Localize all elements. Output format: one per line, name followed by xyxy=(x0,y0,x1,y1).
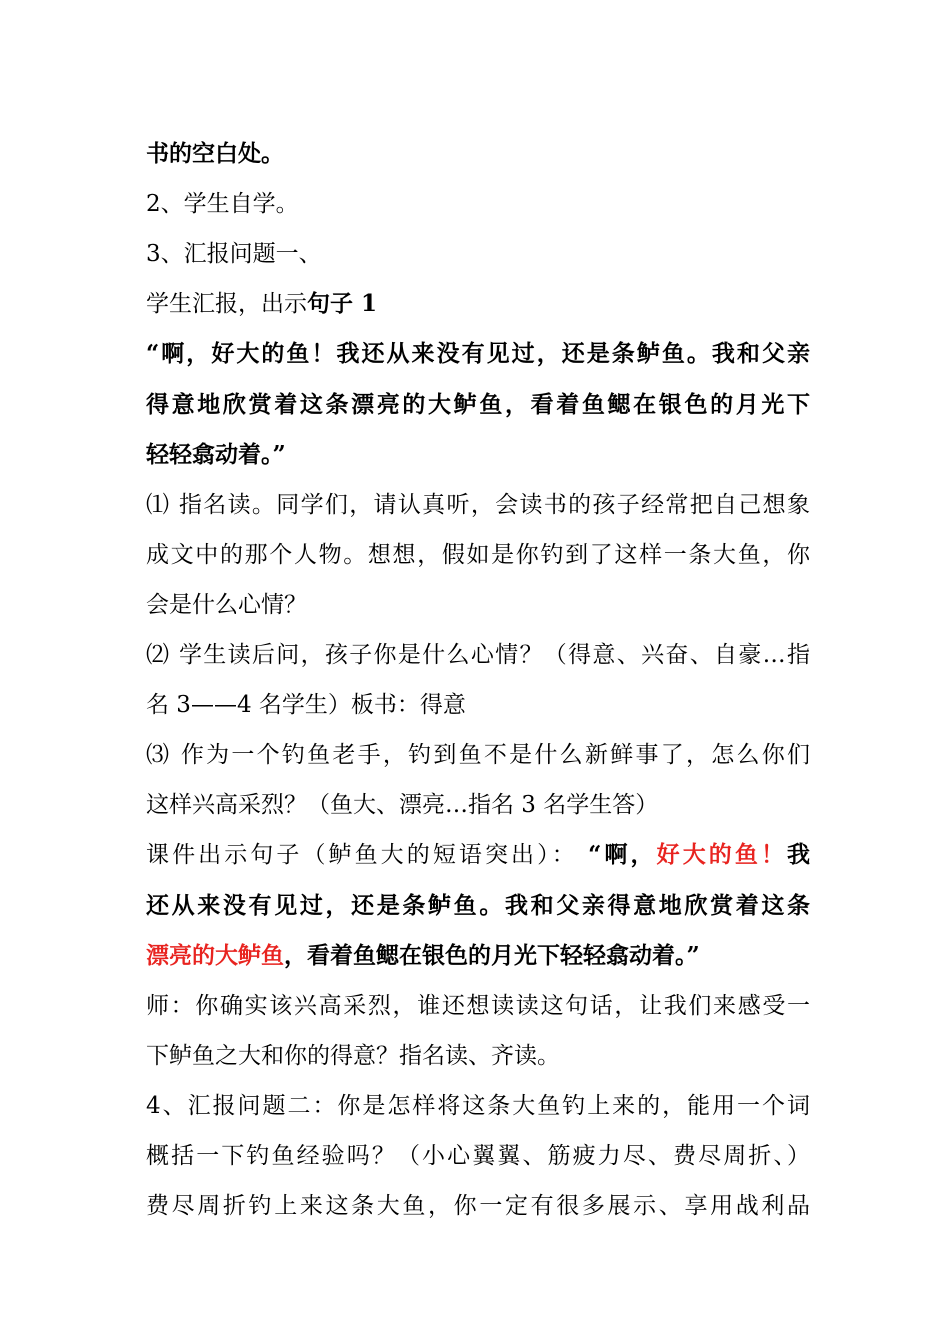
text-line xyxy=(146,790,810,820)
text-segment: ⑵ 学生读后问，孩子你是什么心情？（得意、兴奋、自豪…指 xyxy=(146,642,810,668)
text-segment: 成文中的那个人物。想想，假如是你钓到了这样一条大鱼，你 xyxy=(146,542,810,568)
text-segment: 2、学生自学。 xyxy=(146,191,299,217)
text-segment: “啊， xyxy=(588,841,657,868)
text-line xyxy=(146,1041,810,1071)
text-line xyxy=(146,289,810,319)
text-line xyxy=(146,440,810,470)
text-line xyxy=(146,740,810,770)
text-line xyxy=(146,1091,810,1121)
text-segment: ，看着鱼鳃在银色的月光下轻轻翕动着。” xyxy=(284,942,700,969)
text-line xyxy=(146,941,810,971)
text-line xyxy=(146,339,810,369)
text-line xyxy=(146,189,810,219)
text-segment: 名 3——4 名学生）板书：得意 xyxy=(146,692,466,718)
text-line xyxy=(146,1141,810,1171)
text-line xyxy=(146,991,810,1021)
text-segment: 我 xyxy=(787,841,810,868)
text-segment: 4、汇报问题二：你是怎样将这条大鱼钓上来的，能用一个词 xyxy=(146,1093,810,1119)
text-line xyxy=(146,490,810,520)
text-line xyxy=(146,840,810,870)
text-line xyxy=(146,540,810,570)
text-segment: 下鲈鱼之大和你的得意？指名读、齐读。 xyxy=(146,1043,560,1069)
text-line xyxy=(146,590,810,620)
text-segment: ⑴ 指名读。同学们，请认真听，会读书的孩子经常把自己想象 xyxy=(146,492,810,518)
text-segment: “啊，好大的鱼！我还从来没有见过，还是条鲈鱼。我和父亲 xyxy=(146,340,810,367)
text-segment: 句子 1 xyxy=(307,290,378,317)
text-line xyxy=(146,640,810,670)
text-segment: 3、汇报问题一、 xyxy=(146,241,322,267)
text-segment: ⑶ 作为一个钓鱼老手，钓到鱼不是什么新鲜事了，怎么你们 xyxy=(146,742,810,768)
text-segment: 书的空白处。 xyxy=(146,140,284,167)
text-segment: 概括一下钓鱼经验吗？（小心翼翼、筋疲力尽、费尽周折、） xyxy=(146,1143,810,1169)
highlighted-phrase: 漂亮的大鲈鱼 xyxy=(146,942,284,969)
text-segment: 师：你确实该兴高采烈，谁还想读读这句话，让我们来感受一 xyxy=(146,993,810,1019)
text-segment: 这样兴高采烈？（鱼大、漂亮…指名 3 名学生答） xyxy=(146,792,659,818)
text-segment: 还从来没有见过，还是条鲈鱼。我和父亲得意地欣赏着这条 xyxy=(146,892,810,919)
highlighted-phrase: 好大的鱼！ xyxy=(656,841,788,868)
text-line xyxy=(146,690,810,720)
text-segment: 费尽周折钓上来这条大鱼，你一定有很多展示、享用战利品 xyxy=(146,1193,810,1219)
text-segment: 课件出示句子（鲈鱼大的短语突出）： xyxy=(146,842,589,868)
text-segment: 轻轻翕动着。” xyxy=(146,441,286,468)
text-line xyxy=(146,139,810,169)
text-line xyxy=(146,390,810,420)
text-line xyxy=(146,1191,810,1221)
text-line xyxy=(146,891,810,921)
text-segment: 会是什么心情？ xyxy=(146,592,307,618)
text-segment: 得意地欣赏着这条漂亮的大鲈鱼，看着鱼鳃在银色的月光下 xyxy=(146,391,810,418)
text-line xyxy=(146,239,810,269)
text-segment: 学生汇报，出示 xyxy=(146,291,307,317)
